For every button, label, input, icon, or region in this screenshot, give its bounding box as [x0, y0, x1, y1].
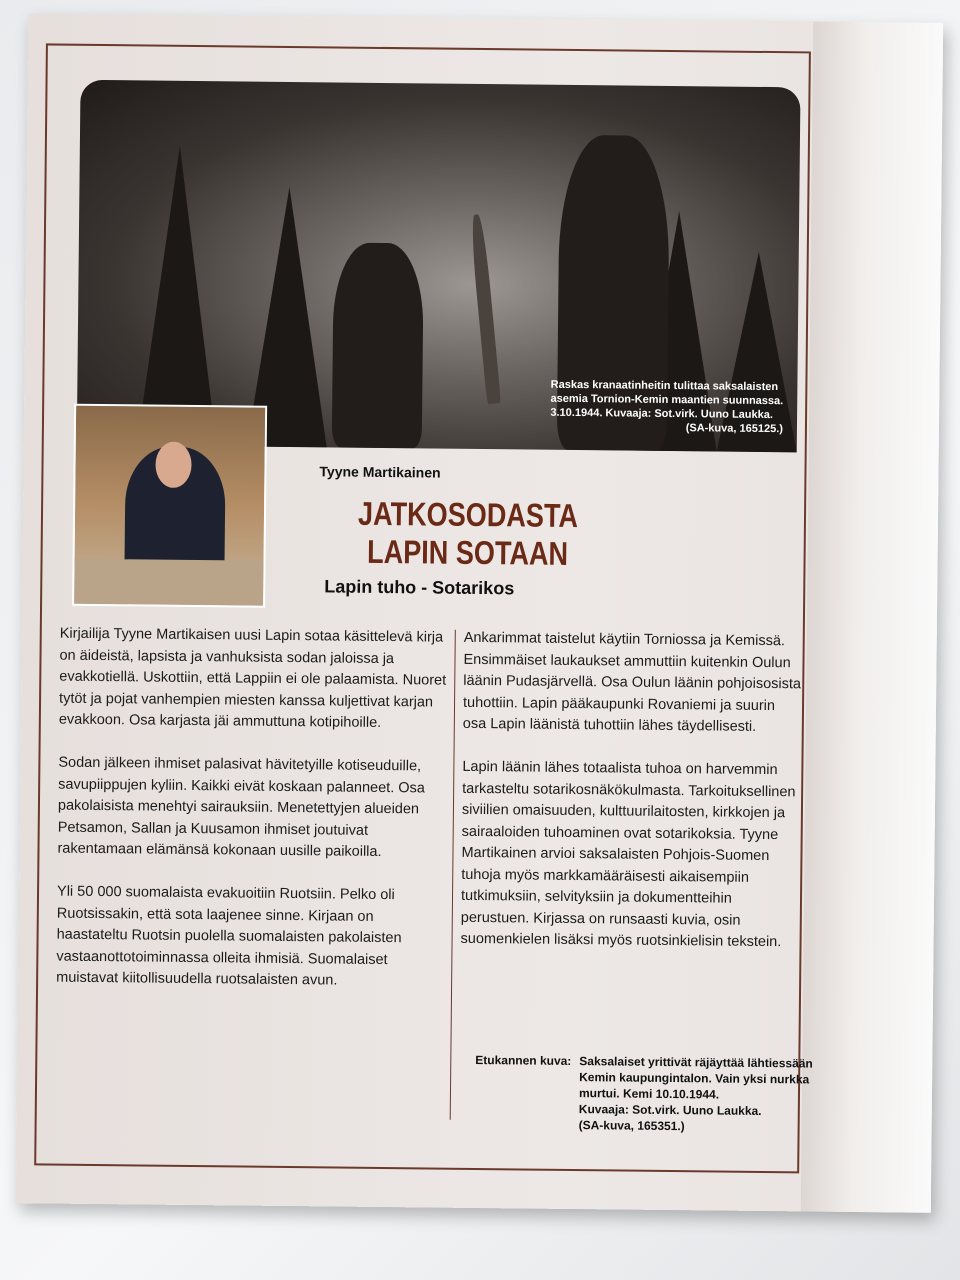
mortar — [469, 214, 501, 404]
caption-line: 3.10.1944. Kuvaaja: Sot.virk. Uuno Laukka. — [550, 406, 774, 422]
book-subtitle: Lapin tuho - Sotarikos — [324, 576, 515, 599]
paragraph: Yli 50 000 suomalaista evakuoitiin Ruotsiin. Pelko oli Ruotsissakin, että sota laajenee sinne. Kirjaan on haastateltu Ruotsin puolella suomalaisten pakolaisten vastaanottotoiminnassa olleita ihmisiä. Suomalaiset muistavat kiitollisuudella ruotsalaisten avun. — [56, 883, 402, 989]
credit-line: (SA-kuva, 165351.) — [578, 1118, 685, 1134]
paragraph: Kirjailija Tyyne Martikaisen uusi Lapin sotaa käsittelevä kirja on äideistä, lapsista ja vanhuksista sodan jaloissa ja evakkotiellä. Uskottiin, että Lappiin ei ole palaamista. Nuoret tytöt ja pojat vanhempien miesten kanssa kuljettivat karjan evakkoon. Osa karjasta jäi ammuttuna kotipihoille. — [58, 625, 447, 731]
desk — [74, 559, 263, 606]
paragraph: Ankarimmat taistelut käytiin Torniossa ja Kemissä. Ensimmäiset laukaukset ammuttiin kuitenkin Oulun läänin Pudasjärvellä. Osa Oulun läänin pohjoisosista tuhottiin. Lapin pääkaupunki Rovaniemi ja suurin osa Lapin läänistä tuhottiin lähes täydellisesti. — [462, 629, 802, 735]
left-column — [56, 624, 450, 1015]
book-pages-edge — [801, 21, 943, 1212]
right-column — [460, 628, 802, 976]
title-line: JATKOSODASTA — [357, 494, 579, 535]
credit-line: murtui. Kemi 10.10.1944. — [578, 1086, 720, 1102]
author-photo — [72, 404, 267, 608]
photo-caption — [550, 378, 783, 436]
book-title — [324, 494, 612, 573]
credit-line: Kemin kaupungintalon. Vain yksi nurkka — [579, 1070, 810, 1087]
title-line: LAPIN SOTAAN — [366, 532, 569, 572]
front-cover-label: Etukannen kuva: — [475, 1052, 572, 1068]
war-photo — [77, 80, 801, 453]
book-back-cover — [16, 13, 943, 1213]
soldier — [332, 242, 424, 448]
caption-line: asemia Tornion-Kemin maantien suunnassa. — [550, 392, 784, 408]
caption-line: Raskas kranaatinheitin tulittaa saksalaisten — [550, 378, 779, 394]
author-name: Tyyne Martikainen — [319, 463, 441, 481]
paragraph: Sodan jälkeen ihmiset palasivat hävitetyille kotiseuduille, savupiippujen kyliin. Kaikki eivät koskaan palanneet. Osa pakolaisista menehtyi sairauksiin. Menetettyjen alueiden Petsamon, Sallan ja Kuusamon ihmiset joutuivat rakentamaan elämänsä kokonaan uusille paikoilla. — [57, 754, 425, 860]
front-cover-credit — [475, 1052, 813, 1136]
caption-line: (SA-kuva, 165125.) — [685, 422, 784, 436]
paragraph: Lapin läänin lähes totaalista tuhoa on harvemmin tarkasteltu sotarikosnäkökulmasta. Tarkoituksellinen siviilien omaisuuden, kulttuurilaitosten, kirkkojen ja sairaaloiden tuhoaminen ovat sotarikoksia. Tyyne Martikainen arvioi saksalaisten Pohjois-Suomen tuhoja myös markkamääräisesti aikaisempiin tutkimuksiin, selvityksiin ja dokumentteihin perustuen. Kirjassa on runsaasti kuvia, osin suomenkielen lisäksi myös ruotsinkielisin tekstein. — [460, 758, 796, 951]
credit-line: Kuvaaja: Sot.virk. Uuno Laukka. — [578, 1102, 762, 1118]
credit-line: Saksalaiset yrittivät räjäyttää lähtiessään — [579, 1054, 813, 1071]
tree — [137, 145, 220, 446]
